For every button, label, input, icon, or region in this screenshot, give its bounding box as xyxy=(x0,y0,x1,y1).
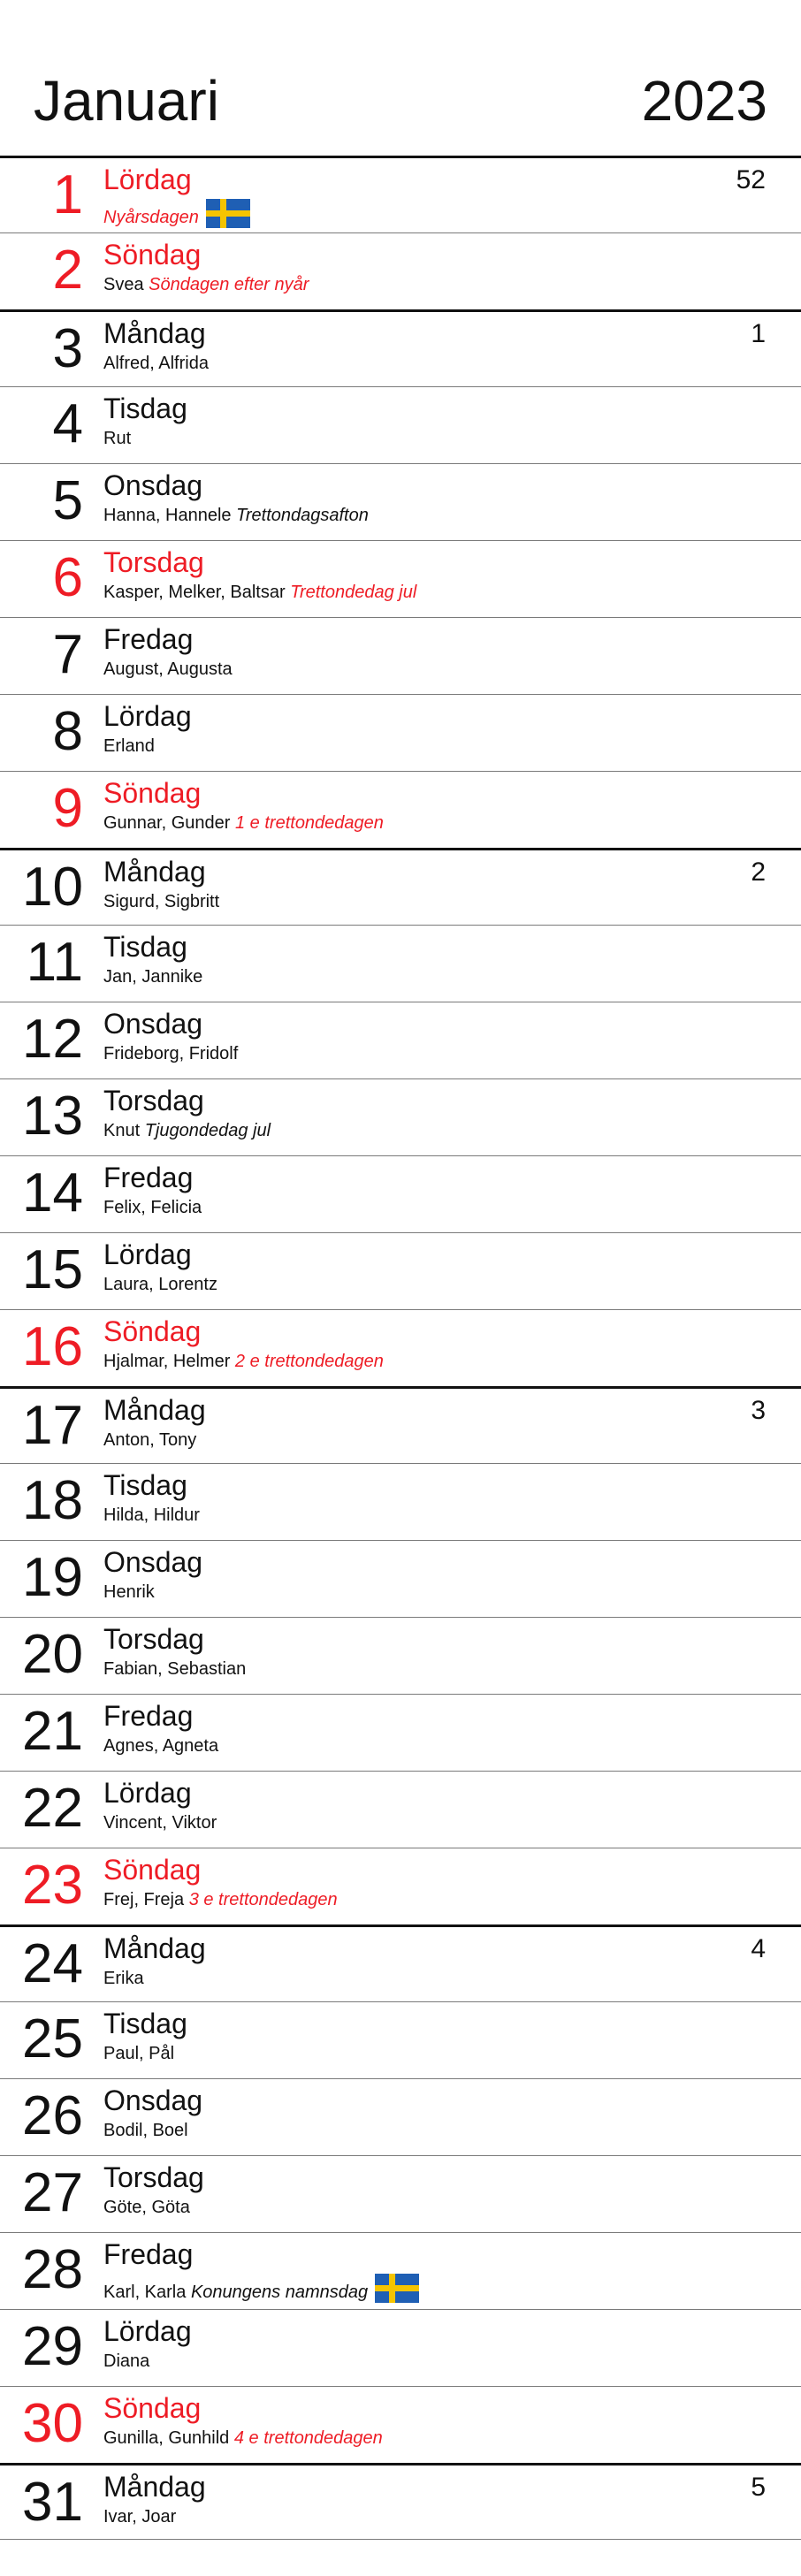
day-info xyxy=(103,199,250,228)
week-number: 4 xyxy=(751,1934,766,1963)
name-day-names: Bodil, Boel xyxy=(103,2121,188,2140)
name-day-names: Svea xyxy=(103,275,144,294)
special-day-label: 1 e trettondedagen xyxy=(235,813,384,833)
day-row xyxy=(0,2078,801,2155)
day-row xyxy=(0,694,801,771)
day-info xyxy=(103,2274,419,2303)
name-day-names: Hjalmar, Helmer xyxy=(103,1352,231,1371)
day-row xyxy=(0,771,801,848)
day-info xyxy=(103,2427,383,2449)
day-row xyxy=(0,1309,801,1386)
weekday-label: Fredag xyxy=(103,1700,194,1732)
name-day-names: Laura, Lorentz xyxy=(103,1275,217,1294)
year-title: 2023 xyxy=(641,69,767,133)
day-number: 22 xyxy=(22,1778,83,1839)
day-row xyxy=(0,1540,801,1617)
weekday-label: Torsdag xyxy=(103,546,204,578)
day-number: 17 xyxy=(22,1395,83,1456)
day-list xyxy=(0,156,801,2540)
weekday-label: Måndag xyxy=(103,1932,206,1964)
weekday-label: Onsdag xyxy=(103,469,203,501)
weekday-label: Söndag xyxy=(103,1315,202,1347)
day-row xyxy=(0,1078,801,1155)
weekday-label: Onsdag xyxy=(103,1008,203,1040)
day-number: 13 xyxy=(22,1086,83,1147)
weekday-label: Torsdag xyxy=(103,1085,204,1117)
name-day-names: Erland xyxy=(103,736,155,756)
month-title: Januari xyxy=(34,69,219,133)
name-day-names: August, Augusta xyxy=(103,659,233,679)
day-number: 5 xyxy=(52,470,83,531)
day-number: 26 xyxy=(22,2085,83,2146)
day-number: 1 xyxy=(52,164,83,225)
calendar-header xyxy=(0,0,801,156)
day-row xyxy=(0,309,801,386)
swedish-flag-icon xyxy=(375,2274,419,2303)
day-row xyxy=(0,1694,801,1771)
name-day-names: Erika xyxy=(103,1969,144,1988)
day-row xyxy=(0,617,801,694)
day-info xyxy=(103,966,202,987)
weekday-label: Onsdag xyxy=(103,2084,203,2116)
day-row xyxy=(0,2232,801,2309)
swedish-flag-icon xyxy=(206,199,250,228)
name-day-names: Henrik xyxy=(103,1582,155,1602)
day-info xyxy=(103,353,209,374)
name-day-names: Hanna, Hannele xyxy=(103,506,232,525)
weekday-label: Fredag xyxy=(103,2238,194,2270)
day-row xyxy=(0,2001,801,2078)
name-day-names: Gunilla, Gunhild xyxy=(103,2428,230,2448)
weekday-label: Onsdag xyxy=(103,1546,203,1578)
day-info xyxy=(103,1968,144,1989)
name-day-names: Alfred, Alfrida xyxy=(103,354,209,373)
day-info xyxy=(103,891,219,912)
day-row xyxy=(0,1924,801,2001)
weekday-label: Måndag xyxy=(103,317,206,349)
day-info xyxy=(103,428,131,449)
day-number: 29 xyxy=(22,2316,83,2377)
day-info xyxy=(103,2043,174,2064)
day-info xyxy=(103,582,416,603)
name-day-names: Agnes, Agneta xyxy=(103,1736,219,1756)
name-day-names: Frideborg, Fridolf xyxy=(103,1044,239,1063)
day-number: 19 xyxy=(22,1547,83,1608)
weekday-label: Tisdag xyxy=(103,392,187,424)
day-number: 6 xyxy=(52,547,83,608)
name-day-names: Sigurd, Sigbritt xyxy=(103,892,220,911)
day-row xyxy=(0,1771,801,1848)
day-number: 16 xyxy=(22,1316,83,1377)
day-row xyxy=(0,2309,801,2386)
day-row xyxy=(0,1002,801,1078)
special-day-label: Tjugondedag jul xyxy=(144,1121,271,1140)
weekday-label: Tisdag xyxy=(103,931,187,963)
day-row xyxy=(0,1232,801,1309)
day-number: 7 xyxy=(52,624,83,685)
name-day-names: Kasper, Melker, Baltsar xyxy=(103,583,286,602)
day-number: 2 xyxy=(52,240,83,301)
weekday-label: Söndag xyxy=(103,2392,202,2424)
day-info xyxy=(103,659,233,680)
day-number: 23 xyxy=(22,1855,83,1916)
name-day-names: Hilda, Hildur xyxy=(103,1505,200,1525)
weekday-label: Fredag xyxy=(103,1162,194,1193)
day-row xyxy=(0,386,801,463)
day-number: 3 xyxy=(52,318,83,379)
weekday-label: Söndag xyxy=(103,777,202,809)
day-number: 21 xyxy=(22,1701,83,1762)
day-row xyxy=(0,1155,801,1232)
day-row xyxy=(0,1386,801,1463)
day-number: 20 xyxy=(22,1624,83,1685)
name-day-names: Jan, Jannike xyxy=(103,967,203,987)
day-number: 10 xyxy=(22,857,83,918)
day-row xyxy=(0,2386,801,2463)
weekday-label: Måndag xyxy=(103,1394,206,1426)
day-row xyxy=(0,2463,801,2540)
weekday-label: Lördag xyxy=(103,164,192,195)
day-info xyxy=(103,1735,218,1757)
name-day-names: Rut xyxy=(103,429,132,448)
weekday-label: Lördag xyxy=(103,1238,192,1270)
day-row xyxy=(0,848,801,925)
special-day-label: Trettondagsafton xyxy=(236,506,369,525)
name-day-names: Felix, Felicia xyxy=(103,1198,202,1217)
week-number: 52 xyxy=(736,165,766,194)
special-day-label: 3 e trettondedagen xyxy=(188,1890,338,1909)
weekday-label: Tisdag xyxy=(103,2008,187,2039)
name-day-names: Gunnar, Gunder xyxy=(103,813,231,833)
week-number: 1 xyxy=(751,319,766,348)
weekday-label: Måndag xyxy=(103,856,206,888)
weekday-label: Fredag xyxy=(103,623,194,655)
weekday-label: Tisdag xyxy=(103,1469,187,1501)
week-number: 2 xyxy=(751,857,766,887)
day-number: 30 xyxy=(22,2393,83,2454)
weekday-label: Lördag xyxy=(103,2315,192,2347)
special-day-label: Söndagen efter nyår xyxy=(149,275,309,294)
name-day-names: Ivar, Joar xyxy=(103,2507,177,2526)
weekday-label: Torsdag xyxy=(103,2161,204,2193)
special-day-label: Trettondedag jul xyxy=(290,583,417,602)
weekday-label: Söndag xyxy=(103,1854,202,1886)
day-row xyxy=(0,1848,801,1924)
weekday-label: Söndag xyxy=(103,239,202,271)
day-info xyxy=(103,1505,200,1526)
day-number: 9 xyxy=(52,778,83,839)
day-row xyxy=(0,463,801,540)
day-number: 8 xyxy=(52,701,83,762)
special-day-label: 4 e trettondedagen xyxy=(233,2428,383,2448)
day-row xyxy=(0,2155,801,2232)
day-number: 4 xyxy=(52,393,83,454)
day-info xyxy=(103,735,155,757)
day-info xyxy=(103,1274,217,1295)
name-day-names: Frej, Freja xyxy=(103,1890,185,1909)
day-number: 15 xyxy=(22,1239,83,1300)
day-number: 28 xyxy=(22,2239,83,2300)
day-row xyxy=(0,1463,801,1540)
day-number: 12 xyxy=(22,1009,83,1070)
special-day-label: Konungens namnsdag xyxy=(190,2283,369,2302)
day-info xyxy=(103,1581,155,1603)
day-number: 31 xyxy=(22,2472,83,2533)
weekday-label: Torsdag xyxy=(103,1623,204,1655)
weekday-label: Lördag xyxy=(103,1777,192,1809)
day-number: 14 xyxy=(22,1162,83,1223)
name-day-names: Göte, Göta xyxy=(103,2198,190,2217)
day-number: 25 xyxy=(22,2008,83,2069)
day-row xyxy=(0,1617,801,1694)
day-info xyxy=(103,274,309,295)
day-info xyxy=(103,2506,176,2527)
day-info xyxy=(103,1658,246,1680)
day-row xyxy=(0,540,801,617)
day-number: 18 xyxy=(22,1470,83,1531)
day-info xyxy=(103,2120,188,2141)
name-day-names: Anton, Tony xyxy=(103,1430,197,1450)
name-day-names: Vincent, Viktor xyxy=(103,1813,217,1833)
name-day-names: Paul, Pål xyxy=(103,2044,175,2063)
special-day-label: Nyårsdagen xyxy=(103,208,199,227)
day-info xyxy=(103,2197,190,2218)
name-day-names: Knut xyxy=(103,1121,141,1140)
name-day-names: Fabian, Sebastian xyxy=(103,1659,247,1679)
special-day-label: 2 e trettondedagen xyxy=(234,1352,384,1371)
weekday-label: Måndag xyxy=(103,2471,206,2503)
day-number: 24 xyxy=(22,1933,83,1994)
day-number: 11 xyxy=(26,932,83,993)
day-info xyxy=(103,1351,384,1372)
week-number: 3 xyxy=(751,1396,766,1425)
day-info xyxy=(103,2351,149,2372)
day-info xyxy=(103,1812,217,1833)
day-row xyxy=(0,925,801,1002)
day-info xyxy=(103,1429,196,1451)
day-info xyxy=(103,1889,338,1910)
day-row xyxy=(0,156,801,232)
week-number: 5 xyxy=(751,2473,766,2502)
weekday-label: Lördag xyxy=(103,700,192,732)
day-info xyxy=(103,812,384,834)
day-info xyxy=(103,1197,202,1218)
name-day-names: Karl, Karla xyxy=(103,2283,187,2302)
name-day-names: Diana xyxy=(103,2351,150,2371)
day-info xyxy=(103,1043,238,1064)
day-info xyxy=(103,505,369,526)
day-row xyxy=(0,232,801,309)
day-number: 27 xyxy=(22,2162,83,2223)
day-info xyxy=(103,1120,271,1141)
